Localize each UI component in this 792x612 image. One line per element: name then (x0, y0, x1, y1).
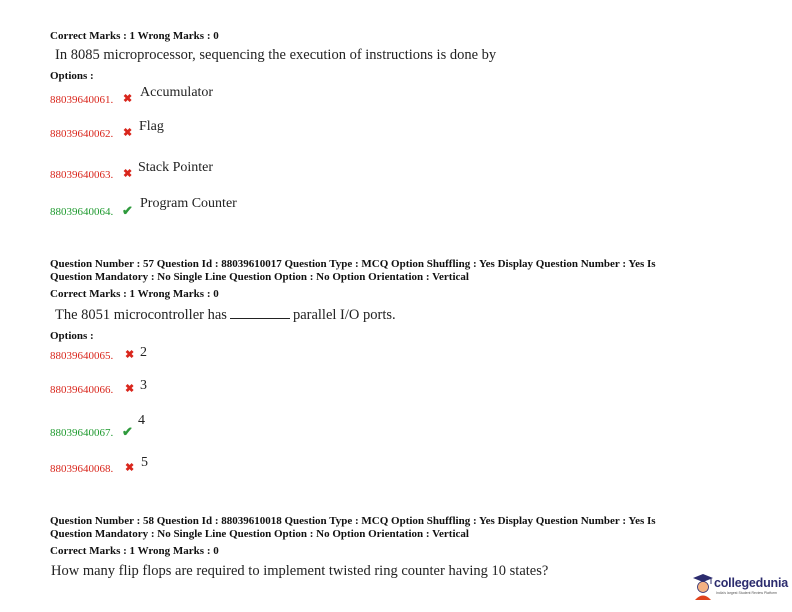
q1-option-1-id: 88039640061. (50, 94, 114, 106)
q1-option-2-id: 88039640062. (50, 128, 114, 140)
q1-question-text: In 8085 microprocessor, sequencing the execution of instructions is done by (55, 47, 497, 63)
q2-question-before: The 8051 microcontroller has (55, 307, 227, 323)
q1-option-1-text: Accumulator (140, 85, 214, 100)
cross-icon: ✖ (125, 383, 135, 395)
q2-option-1-id: 88039640065. (50, 350, 114, 362)
q2-option-2-text: 3 (140, 378, 147, 393)
q2-marks: Correct Marks : 1 Wrong Marks : 0 (50, 288, 219, 300)
q3-question-text: How many flip flops are required to implement twisted ring counter having 10 states? (51, 563, 549, 579)
q2-option-3-id: 88039640067. (50, 427, 114, 439)
cross-icon: ✖ (123, 127, 133, 139)
q2-header-line-1: Question Number : 57 Question Id : 88039610017 Question Type : MCQ Option Shuffling : Yes Display Question Number : Yes Is (50, 258, 656, 270)
q1-marks: Correct Marks : 1 Wrong Marks : 0 (50, 30, 219, 42)
q2-option-2-id: 88039640066. (50, 384, 114, 396)
q3-header-line-1: Question Number : 58 Question Id : 88039610018 Question Type : MCQ Option Shuffling : Yes Display Question Number : Yes Is (50, 515, 656, 527)
check-icon: ✔ (122, 424, 133, 439)
collegedunia-logo (692, 572, 789, 602)
cross-icon: ✖ (123, 168, 133, 180)
q3-marks: Correct Marks : 1 Wrong Marks : 0 (50, 545, 219, 557)
q2-option-4-id: 88039640068. (50, 463, 114, 475)
q1-option-2-text: Flag (139, 119, 164, 134)
cross-icon: ✖ (125, 462, 135, 474)
q1-options-label: Options : (50, 70, 94, 82)
answer-blank (230, 308, 290, 319)
q2-option-1-text: 2 (140, 345, 147, 360)
q3-header-line-2: Question Mandatory : No Single Line Question Option : No Option Orientation : Vertical (50, 528, 469, 540)
q2-question-text (55, 307, 396, 324)
cross-icon: ✖ (123, 93, 133, 105)
check-icon: ✔ (122, 203, 133, 218)
q2-question-after: parallel I/O ports. (292, 307, 396, 323)
q2-options-label: Options : (50, 330, 94, 342)
logo-tagline: India's largest Student Review Platform (716, 591, 777, 595)
q2-header-line-2: Question Mandatory : No Single Line Question Option : No Option Orientation : Vertical (50, 271, 469, 283)
q1-option-4-id: 88039640064. (50, 206, 114, 218)
q1-option-3-text: Stack Pointer (138, 160, 214, 175)
q1-option-3-id: 88039640063. (50, 169, 114, 181)
cross-icon: ✖ (125, 349, 135, 361)
q2-option-3-text: 4 (138, 413, 145, 428)
q2-option-4-text: 5 (141, 455, 148, 470)
logo-name: collegedunia (714, 576, 789, 590)
graduate-icon (692, 572, 714, 600)
q1-option-4-text: Program Counter (140, 196, 237, 211)
